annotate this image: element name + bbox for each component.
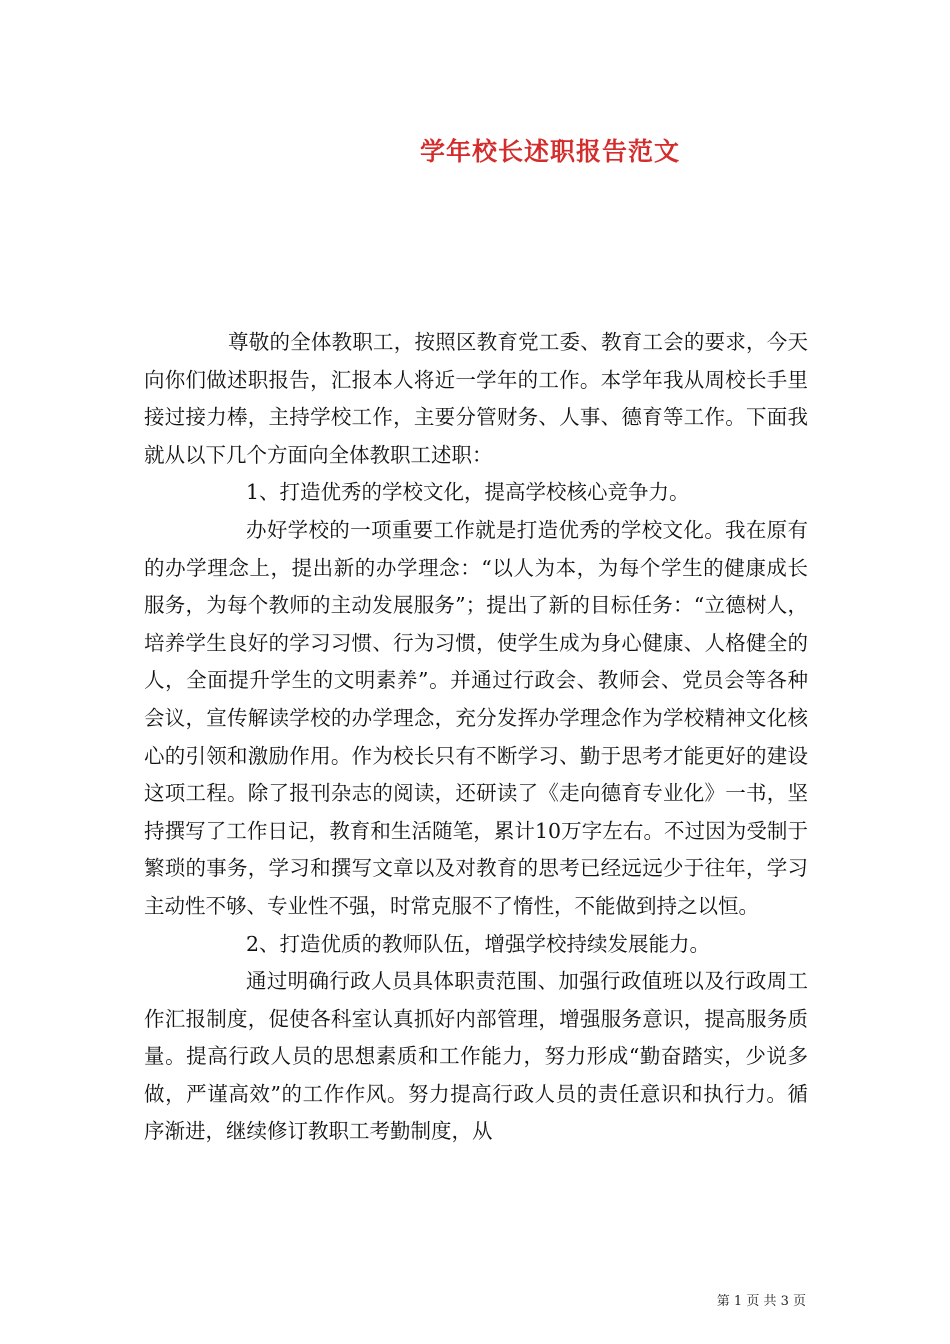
section-heading-2: 2、打造优质的教师队伍，增强学校持续发展能力。	[246, 931, 711, 956]
paragraph-teachers: 通过明确行政人员具体职责范围、加强行政值班以及行政周工作汇报制度，促使各科室认真抓好内部管理，增强服务意识，提高服务质量。提高行政人员的思想素质和工作能力，努力形成“勤奋踏实，少说多做，严谨高效”的工作作风。努力提高行政人员的责任意识和执行力。循序渐进，继续修订教职工考勤制度，从	[144, 969, 808, 1144]
document-body	[144, 324, 808, 1151]
paragraph-intro: 尊敬的全体教职工，按照区教育党工委、教育工会的要求，今天向你们做述职报告，汇报本人将近一学年的工作。本学年我从周校长手里接过接力棒，主持学校工作，主要分管财务、人事、德育等工作。下面我就从以下几个方面向全体教职工述职：	[144, 330, 808, 467]
page-number-footer: 第 1 页 共 3 页	[716, 1294, 806, 1309]
paragraph-culture: 办好学校的一项重要工作就是打造优秀的学校文化。我在原有的办学理念上，提出新的办学理念：“以人为本，为每个学生的健康成长服务，为每个教师的主动发展服务”；提出了新的目标任务：“立德树人，培养学生良好的学习习惯、行为习惯，使学生成为身心健康、人格健全的人，全面提升学生的文明素养”。并通过行政会、教师会、党员会等各种会议，宣传解读学校的办学理念，充分发挥办学理念作为学校精神文化核心的引领和激励作用。作为校长只有不断学习、勤于思考才能更好的建设这项工程。除了报刊杂志的阅读，还研读了《走向德育专业化》一书，坚持撰写了工作日记，教育和生活随笔，累计10万字左右。不过因为受制于繁琐的事务，学习和撰写文章以及对教育的思考已经远远少于往年，学习主动性不够、专业性不强，时常克服不了惰性，不能做到持之以恒。	[144, 517, 808, 918]
document-title: 学年校长述职报告范文	[419, 137, 680, 166]
section-heading-1: 1、打造优秀的学校文化，提高学校核心竞争力。	[246, 480, 690, 505]
